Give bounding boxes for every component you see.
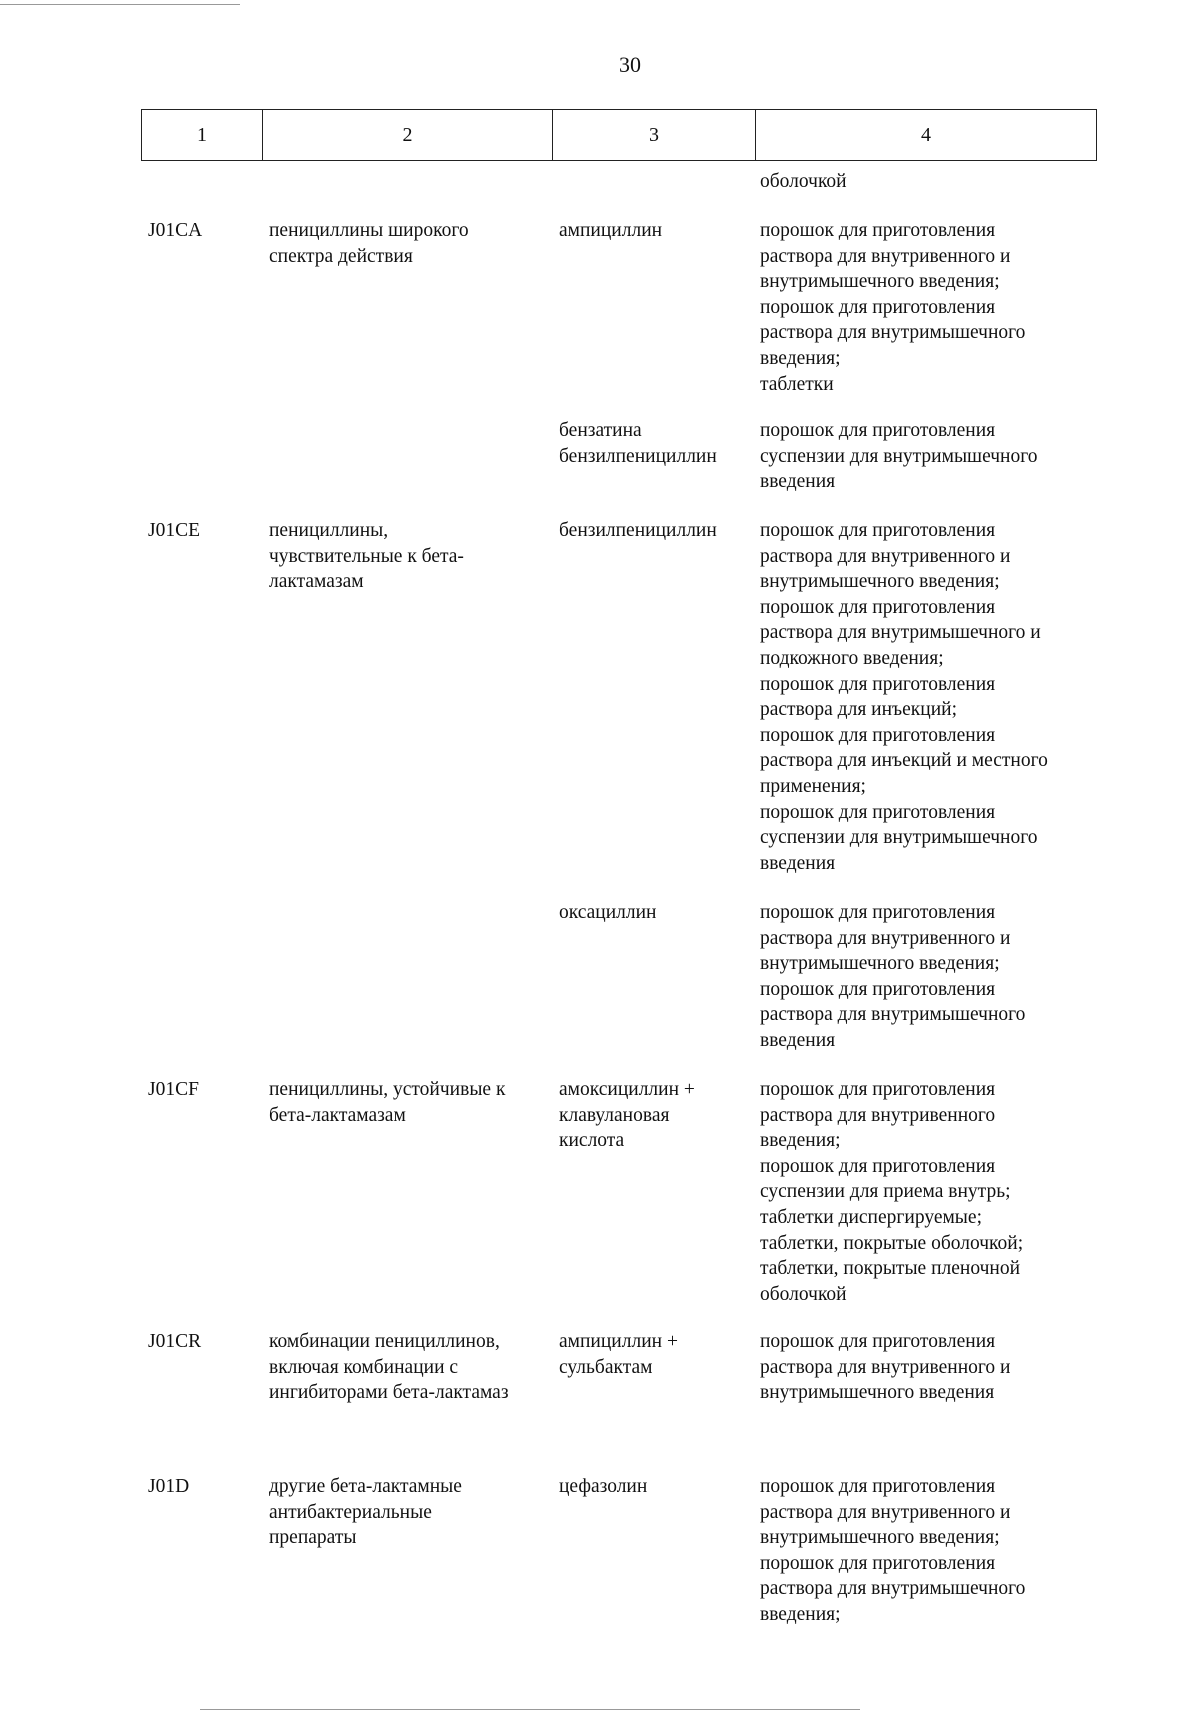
column-header-row: [141, 109, 1097, 161]
scan-edge-top: [0, 4, 240, 5]
drug-name: бензилпенициллин: [559, 520, 717, 541]
dosage-forms: порошок для приготовления раствора для внутривенного и внутримышечного введения; порошок для приготовления раствора для внутримышечного введения: [760, 902, 1026, 1051]
drug-group: другие бета-лактамные антибактериальные препараты: [269, 1476, 462, 1549]
dosage-forms: порошок для приготовления суспензии для внутримышечного введения: [760, 420, 1038, 493]
atc-code: J01CF: [148, 1079, 199, 1100]
atc-code: J01D: [148, 1476, 190, 1497]
column-header-2: 2: [263, 110, 553, 160]
drug-group: пенициллины, чувствительные к бета- лактамазам: [269, 520, 464, 593]
drug-name: цефазолин: [559, 1476, 648, 1497]
drug-name: ампициллин + сульбактам: [559, 1331, 678, 1378]
drug-group: пенициллины, устойчивые к бета-лактамазам: [269, 1079, 506, 1126]
column-header-3: 3: [553, 110, 756, 160]
column-header-4: 4: [921, 123, 931, 146]
dosage-forms: порошок для приготовления раствора для внутривенного и внутримышечного введения; порошок для приготовления раствора для внутримышечного введения; таблетки: [760, 220, 1026, 395]
dosage-forms: порошок для приготовления раствора для внутривенного введения; порошок для приготовления суспензии для приема внутрь; таблетки диспергируемые; таблетки, покрытые оболочкой; таблетки, покрытые пленочной оболочкой: [760, 1079, 1024, 1305]
atc-code: J01CE: [148, 520, 201, 541]
drug-name: ампициллин: [559, 220, 663, 241]
dosage-forms: порошок для приготовления раствора для внутривенного и внутримышечного введения: [760, 1331, 1011, 1404]
drug-group: пенициллины широкого спектра действия: [269, 220, 469, 267]
page-number: 30: [619, 52, 641, 77]
scan-edge-bottom: [200, 1709, 860, 1710]
drug-name: амоксициллин + клавулановая кислота: [559, 1079, 695, 1152]
drug-group: комбинации пенициллинов, включая комбинации с ингибиторами бета-лактамаз: [269, 1331, 509, 1404]
column-header-1: 1: [142, 110, 263, 160]
dosage-forms: порошок для приготовления раствора для внутривенного и внутримышечного введения; порошок для приготовления раствора для внутримышечного введения;: [760, 1476, 1026, 1625]
drug-name: оксациллин: [559, 902, 657, 923]
dosage-forms: порошок для приготовления раствора для внутривенного и внутримышечного введения; порошок для приготовления раствора для внутримышечного и подкожного введения; порошок для приготовления раствора для инъекций; порошок для приготовления раствора для инъекций и местного применения; порошок для приготовления суспензии для внутримышечного введения: [760, 520, 1048, 874]
continuation-text: оболочкой: [760, 171, 847, 192]
atc-code: J01CR: [148, 1331, 202, 1352]
atc-code: J01CA: [148, 220, 203, 241]
drug-name: бензатина бензилпенициллин: [559, 420, 717, 467]
